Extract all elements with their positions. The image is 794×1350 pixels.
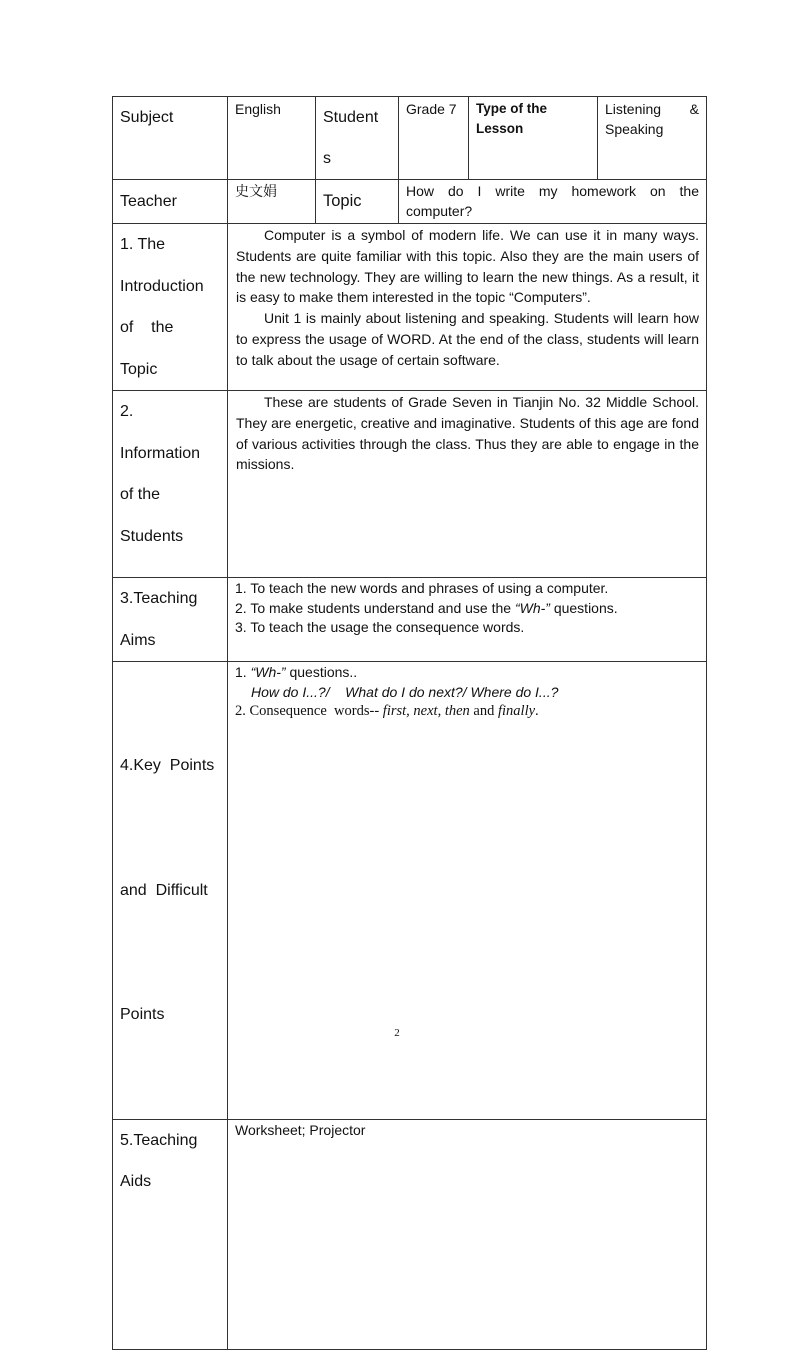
subject-label-cell [113, 97, 228, 180]
intro-content-cell [228, 224, 707, 391]
students-label-1: Student [323, 109, 379, 126]
section-row-intro [113, 224, 707, 391]
aims-label-line-2: Aims [120, 631, 156, 649]
intro-paragraph-1: Computer is a symbol of modern life. We can use it in many ways. Students are quite familiar with this topic. Also they are the main users of the new technology. They are willing to learn the new things. As a result, it is easy to make them interested in the topic “Computers”. [236, 227, 699, 306]
students-value-cell [399, 97, 469, 180]
page-number: 2 [394, 1027, 400, 1039]
intro-label-line-3: of the [120, 319, 174, 336]
students-info-label-line-3: of the [120, 486, 161, 503]
key-points-label-line-3: Points [120, 1006, 165, 1023]
teacher-value-cell [228, 180, 316, 224]
section-row-aims [113, 578, 707, 662]
topic-value-line1: How do I write my homework on the [406, 183, 699, 199]
students-info-label-line-2: Information [120, 444, 201, 462]
aims-item-2: 2. To make students understand and use the “Wh-” questions. [235, 599, 618, 616]
type-label-2: Lesson [476, 121, 524, 136]
type-label-1: Type of the [476, 101, 548, 116]
key-points-label-cell [113, 662, 228, 1120]
subject-value-cell [228, 97, 316, 180]
key-points-item-1: 1. “Wh-” questions.. [235, 664, 358, 680]
topic-label: Topic [323, 192, 362, 210]
students-info-paragraph-1: These are students of Grade Seven in Tianjin No. 32 Middle School. They are energetic, creative and imaginative. Students of this age are fond of various activities through the class. Thus they are able to engage in the missions. [236, 394, 699, 473]
aims-label-cell [113, 578, 228, 662]
intro-label-line-1: 1. The [120, 236, 166, 253]
students-info-content-cell [228, 391, 707, 578]
aims-item-1: 1. To teach the new words and phrases of using a computer. [235, 580, 609, 596]
aids-label-cell [113, 1119, 228, 1349]
aims-label-line-1: 3.Teaching [120, 590, 198, 607]
teacher-value: 史文娟 [235, 184, 277, 200]
section-row-key-points [113, 662, 707, 1120]
key-points-item-1-sub: How do I...?/ What do I do next?/ Where do I...? [251, 683, 559, 700]
students-value: Grade 7 [406, 101, 457, 117]
key-points-item-2: 2. Consequence words-- first, next, then and finally. [235, 703, 539, 719]
aids-label-line-2: Aids [120, 1173, 152, 1190]
aims-item-3: 3. To teach the usage the consequence words. [235, 619, 525, 635]
type-value-1a: Listening [605, 101, 662, 117]
aims-content-cell [228, 578, 707, 662]
header-row-teacher [113, 180, 707, 224]
aids-label-line-1: 5.Teaching [120, 1131, 198, 1149]
section-row-aids [113, 1119, 707, 1349]
teacher-label-cell [113, 180, 228, 224]
lesson-plan-table [112, 96, 707, 1350]
topic-value-cell [399, 180, 707, 224]
key-points-content-cell [228, 662, 707, 1120]
intro-label-line-4: Topic [120, 360, 158, 378]
students-info-label-line-4: Students [120, 527, 184, 545]
topic-label-cell [316, 180, 399, 224]
section-row-students [113, 391, 707, 578]
intro-label-cell [113, 224, 228, 391]
type-value-cell [598, 97, 707, 180]
type-label-cell [469, 97, 598, 180]
type-value-2: Speaking [605, 121, 664, 137]
key-points-label-line-1: 4.Key Points [120, 757, 215, 774]
students-label-2: s [323, 150, 331, 167]
subject-value: English [235, 101, 281, 117]
intro-paragraph-2: Unit 1 is mainly about listening and speaking. Students will learn how to express the usage of WORD. At the end of the class, students will learn to talk about the usage of certain software. [236, 310, 699, 368]
header-row-subject [113, 97, 707, 180]
students-info-label-cell [113, 391, 228, 578]
type-value-1b: & [689, 101, 699, 117]
students-info-label-line-1: 2. [120, 403, 134, 420]
teacher-label: Teacher [120, 193, 177, 210]
intro-label-line-2: Introduction [120, 277, 204, 295]
aids-value: Worksheet; Projector [235, 1121, 366, 1138]
subject-label: Subject [120, 109, 174, 126]
students-label-cell [316, 97, 399, 180]
topic-value-line2: computer? [406, 203, 473, 219]
aids-content-cell [228, 1119, 707, 1349]
key-points-label-line-2: and Difficult [120, 881, 208, 899]
